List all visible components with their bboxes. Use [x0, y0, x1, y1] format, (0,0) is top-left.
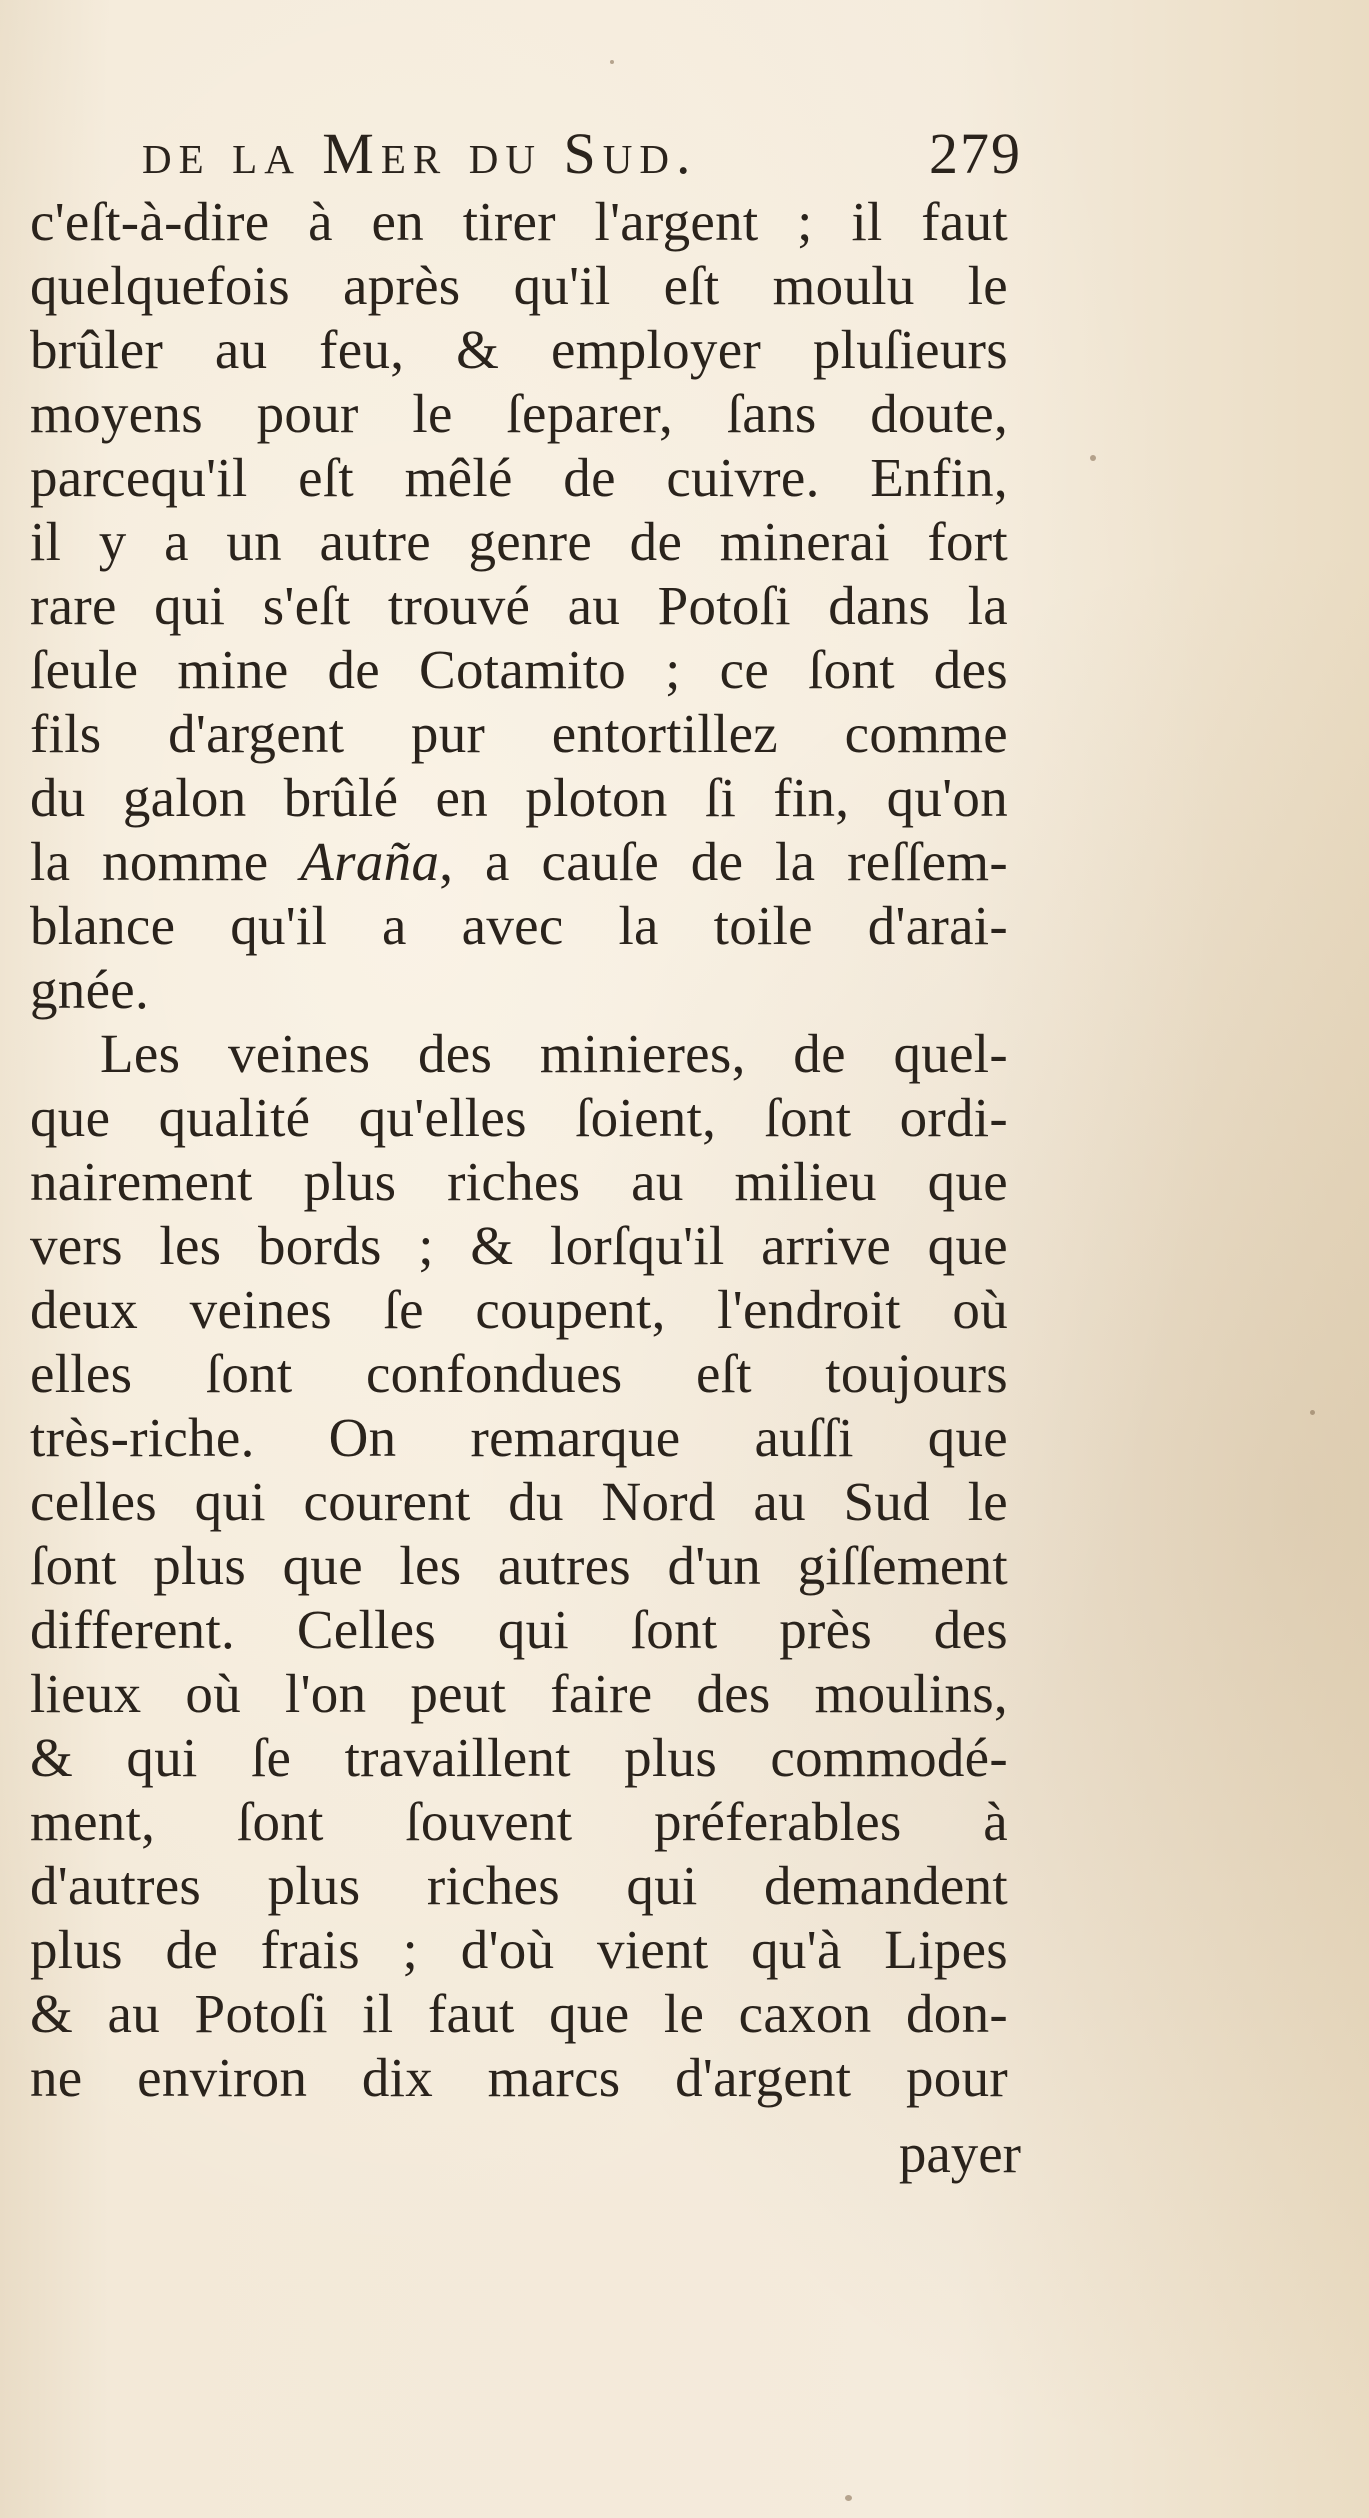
text-line: blance qu'il a avec la toile d'arai-	[30, 895, 1008, 956]
text-line: lieux où l'on peut faire des moulins,	[30, 1663, 1008, 1724]
text-line: & qui ſe travaillent plus commodé-	[30, 1727, 1008, 1788]
text-line: celles qui courent du Nord au Sud le	[30, 1471, 1008, 1532]
text-line: nairement plus riches au milieu que	[30, 1151, 1008, 1212]
text-line: d'autres plus riches qui demandent	[30, 1855, 1008, 1916]
text-line: fils d'argent pur entortillez comme	[30, 703, 1008, 764]
text-line: plus de frais ; d'où vient qu'à Lipes	[30, 1919, 1008, 1980]
running-title: de la Mer du Sud.	[142, 121, 698, 186]
text-line: quelquefois après qu'il eſt moulu le	[30, 255, 1008, 316]
paper-spot	[1310, 1410, 1315, 1415]
italic-term: Araña	[300, 831, 440, 892]
paper-spot	[845, 2495, 852, 2501]
text-line: ment, ſont ſouvent préferables à	[30, 1791, 1008, 1852]
text-line: elles ſont confondues eſt toujours	[30, 1343, 1008, 1404]
text-line: moyens pour le ſeparer, ſans doute,	[30, 383, 1008, 444]
body-text	[30, 190, 1008, 2110]
text-line: très-riche. On remarque auſſi que	[30, 1407, 1008, 1468]
text-line: & au Potoſi il faut que le caxon don-	[30, 1983, 1008, 2044]
text-line: ne environ dix marcs d'argent pour	[30, 2047, 1008, 2108]
paper-spot	[610, 60, 614, 64]
text-line: vers les bords ; & lorſqu'il arrive que	[30, 1215, 1008, 1276]
text-line: ſont plus que les autres d'un giſſement	[30, 1535, 1008, 1596]
text-line: il y a un autre genre de minerai fort	[30, 511, 1008, 572]
text-line: different. Celles qui ſont près des	[30, 1599, 1008, 1660]
text-line: deux veines ſe coupent, l'endroit où	[30, 1279, 1008, 1340]
text-line: que qualité qu'elles ſoient, ſont ordi-	[30, 1087, 1008, 1148]
text-line: du galon brûlé en ploton ſi fin, qu'on	[30, 767, 1008, 828]
text-segment: la nomme	[30, 831, 269, 892]
text-line: ſeule mine de Cotamito ; ce ſont des	[30, 639, 1008, 700]
page-number: 279	[929, 121, 1022, 186]
text-line: brûler au feu, & employer pluſieurs	[30, 319, 1008, 380]
paper-spot	[1090, 455, 1096, 461]
paragraph-first-line: Les veines des minieres, de quel-	[100, 1023, 1008, 1084]
catchword: payer	[898, 2123, 1021, 2184]
text-line: parcequ'il eſt mêlé de cuivre. Enfin,	[30, 447, 1008, 508]
text-segment: , a cauſe de la reſſem-	[439, 831, 1008, 892]
text-line: c'eſt-à-dire à en tirer l'argent ; il faut	[30, 191, 1008, 252]
text-line: rare qui s'eſt trouvé au Potoſi dans la	[30, 575, 1008, 636]
text-line: gnée.	[30, 959, 150, 1020]
text-line-with-italic	[30, 830, 1008, 894]
